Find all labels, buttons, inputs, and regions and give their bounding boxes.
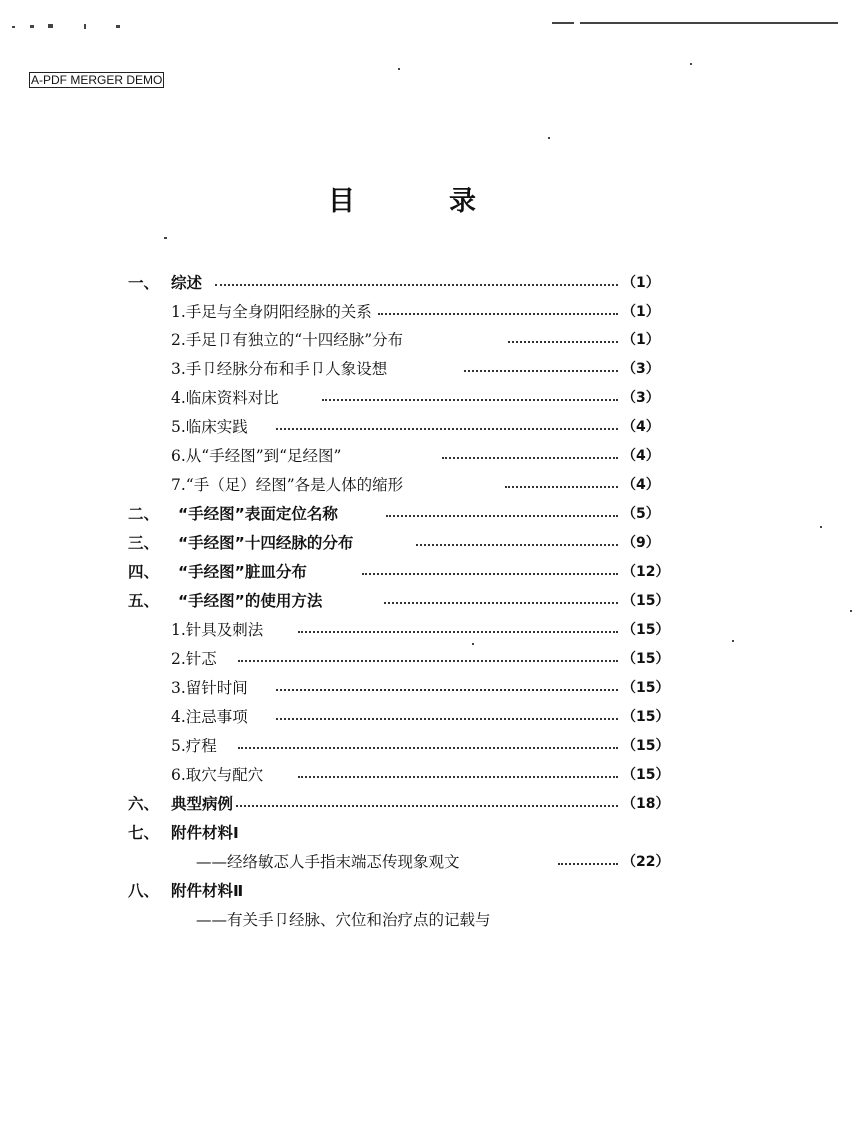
dot-leader (378, 301, 618, 315)
toc-page: （22） (622, 854, 670, 870)
toc-label: 典型病例 (171, 795, 234, 813)
toc-number: 一、 (128, 274, 160, 292)
dot-leader (215, 272, 618, 286)
dot-leader (442, 445, 618, 459)
toc-page: （15） (622, 651, 670, 667)
toc-label: ——有关手卩经脉、穴位和治疗点的记载与 (196, 911, 491, 929)
dot-leader (508, 329, 618, 343)
toc-number: 四、 (128, 563, 160, 581)
toc-label: 2.针忑 (171, 650, 217, 668)
toc-page: （9） (622, 535, 660, 551)
toc-page: （4） (622, 477, 660, 493)
toc-label: ——经络敏忑人手指末端忑传现象观文 (196, 853, 460, 871)
toc-label: 3.留针时间 (171, 679, 248, 697)
toc-page: （15） (622, 709, 670, 725)
toc-page: （1） (622, 275, 660, 291)
toc-label: 6.取穴与配穴 (171, 766, 264, 784)
toc-label: 4.临床资料对比 (171, 389, 279, 407)
toc-number: 五、 (128, 592, 160, 610)
toc-page: （4） (622, 419, 660, 435)
toc-page: （1） (622, 332, 660, 348)
dot-leader (505, 474, 618, 488)
toc-label: 5.临床实践 (171, 418, 248, 436)
dot-leader (236, 793, 618, 807)
toc-label: 6.从“手经图”到“足经图” (171, 447, 342, 465)
dot-leader (298, 764, 618, 778)
dot-leader (238, 735, 618, 749)
dot-leader (298, 619, 618, 633)
watermark-label: A-PDF MERGER DEMO (31, 73, 163, 87)
toc-page: （5） (622, 506, 660, 522)
toc-label: “手经图”脏皿分布 (178, 563, 307, 581)
dot-leader (362, 561, 618, 575)
toc-label: 4.注忌事项 (171, 708, 248, 726)
dot-leader (276, 416, 618, 430)
toc-label: 3.手卩经脉分布和手卩人象设想 (171, 360, 388, 378)
toc-number: 八、 (128, 882, 160, 900)
toc-label: “手经图”十四经脉的分布 (178, 534, 354, 552)
toc-label: 附件材料Ⅰ (171, 824, 239, 842)
title-char-1: 目 (328, 186, 355, 217)
toc-label: 1.针具及刺法 (171, 621, 264, 639)
toc-label: “手经图”的使用方法 (178, 592, 323, 610)
toc-number: 七、 (128, 824, 160, 842)
toc-page: （12） (622, 564, 670, 580)
toc-label: 7.“手（足）经图”各是人体的缩形 (171, 476, 404, 494)
toc-page: （3） (622, 361, 660, 377)
toc-label: 1.手足与全身阴阳经脉的关系 (171, 303, 372, 321)
toc-label: 附件材料Ⅱ (171, 882, 244, 900)
toc-page: （1） (622, 304, 660, 320)
toc-label: 2.手足卩有独立的“十四经脉”分布 (171, 331, 404, 349)
toc-label: “手经图”表面定位名称 (178, 505, 338, 523)
toc-page: （15） (622, 593, 670, 609)
dot-leader (416, 532, 618, 546)
toc-label: 综述 (171, 274, 203, 292)
dot-leader (276, 706, 618, 720)
toc-page: （3） (622, 390, 660, 406)
toc-page: （15） (622, 622, 670, 638)
toc-page: （15） (622, 680, 670, 696)
dot-leader (238, 648, 618, 662)
toc-page: （15） (622, 767, 670, 783)
toc-number: 六、 (128, 795, 160, 813)
toc-page: （15） (622, 738, 670, 754)
toc-page: （4） (622, 448, 660, 464)
dot-leader (464, 358, 618, 372)
dot-leader (384, 590, 618, 604)
dot-leader (276, 677, 618, 691)
toc-number: 二、 (128, 505, 160, 523)
dot-leader (322, 387, 618, 401)
title-char-2: 录 (449, 186, 476, 217)
dot-leader (386, 503, 618, 517)
toc-number: 三、 (128, 534, 160, 552)
toc-page: （18） (622, 796, 670, 812)
toc-label: 5.疗程 (171, 737, 217, 755)
page-title (0, 180, 866, 224)
dot-leader (558, 851, 618, 865)
